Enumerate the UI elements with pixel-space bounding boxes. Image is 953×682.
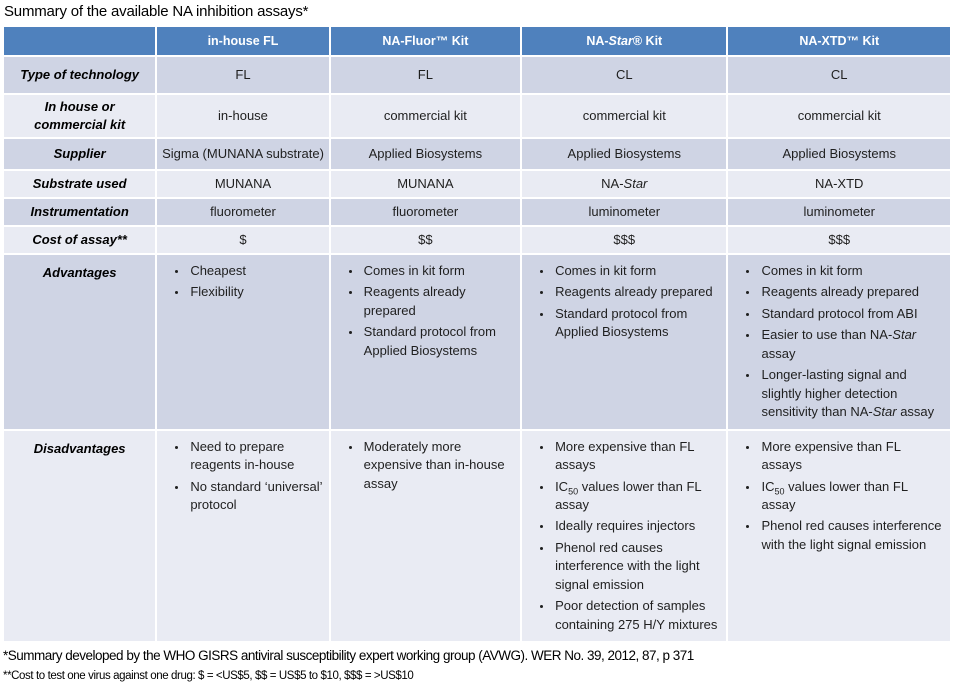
corner-header-cell — [4, 27, 155, 55]
cell-cost-inhouse: $ — [157, 227, 328, 253]
cell-cost-star: $$$ — [522, 227, 726, 253]
cell-substrate-star — [522, 171, 726, 197]
list-item: • Comes in kit form — [362, 262, 514, 280]
list-item: • Ideally requires injectors — [553, 517, 720, 535]
footnote-source: *Summary developed by the WHO GISRS antiviral susceptibility expert working group (AVWG). WER No. 39, 2012, 87, p 371 — [3, 648, 694, 664]
cell-technology-fluor: FL — [331, 57, 520, 93]
row-label-kit: In house or commercial kit — [4, 95, 155, 137]
list-item: • Reagents already prepared — [553, 283, 720, 301]
cell-advantages-inhouse — [157, 255, 328, 429]
cell-supplier-star: Applied Biosystems — [522, 139, 726, 169]
disadvantages-list-star — [530, 438, 720, 635]
advantages-list-inhouse — [165, 262, 322, 302]
table-row-cost — [4, 227, 950, 253]
cell-advantages-fluor — [331, 255, 520, 429]
row-label-instrumentation: Instrumentation — [4, 199, 155, 225]
column-header-na-xtd: NA-XTD™ Kit — [728, 27, 950, 55]
cell-instrumentation-star: luminometer — [522, 199, 726, 225]
cell-kit-xtd: commercial kit — [728, 95, 950, 137]
text-segment: NA- — [601, 176, 624, 192]
cell-substrate-inhouse: MUNANA — [157, 171, 328, 197]
list-item: • No standard ‘universal’ protocol — [188, 478, 322, 515]
text-segment: assay — [896, 404, 935, 420]
list-item: • Phenol red causes interference with the light signal emission — [553, 539, 720, 594]
cell-disadvantages-star — [522, 431, 726, 642]
list-item: • Standard protocol from Applied Biosystems — [553, 305, 720, 342]
advantages-list-star — [530, 262, 720, 342]
page — [0, 3, 953, 682]
row-label-supplier: Supplier — [4, 139, 155, 169]
text-segment: ® Kit — [632, 34, 663, 48]
cell-supplier-inhouse: Sigma (MUNANA substrate) — [157, 139, 328, 169]
list-item: • Standard protocol from Applied Biosystems — [362, 323, 514, 360]
cell-kit-star: commercial kit — [522, 95, 726, 137]
cell-kit-fluor: commercial kit — [331, 95, 520, 137]
text-segment: IC — [761, 478, 775, 494]
text-segment-italic: Star — [892, 327, 917, 343]
list-item: • Comes in kit form — [759, 262, 944, 280]
list-item: • Flexibility — [188, 283, 322, 301]
text-segment: values lower than FL assay — [761, 478, 908, 512]
list-item: • Standard protocol from ABI — [759, 305, 944, 323]
list-item: • More expensive than FL assays — [759, 438, 944, 475]
cell-disadvantages-xtd — [728, 431, 950, 642]
table-row-advantages — [4, 255, 950, 429]
text-segment: Easier to use than NA- — [761, 327, 893, 343]
list-item — [759, 478, 944, 515]
list-item: • Need to prepare reagents in-house — [188, 438, 322, 475]
table-row-disadvantages — [4, 431, 950, 642]
row-label-cost: Cost of assay** — [4, 227, 155, 253]
row-label-disadvantages: Disadvantages — [4, 431, 155, 642]
header-row — [4, 27, 950, 55]
cell-disadvantages-inhouse — [157, 431, 328, 642]
cell-cost-xtd: $$$ — [728, 227, 950, 253]
cell-substrate-xtd: NA-XTD — [728, 171, 950, 197]
table-row-technology — [4, 57, 950, 93]
text-segment: IC — [555, 478, 569, 494]
row-label-technology: Type of technology — [4, 57, 155, 93]
text-segment-italic: Star — [872, 404, 897, 420]
list-item — [759, 366, 944, 421]
advantages-list-xtd — [736, 262, 944, 422]
cell-instrumentation-xtd: luminometer — [728, 199, 950, 225]
text-segment: values lower than FL assay — [555, 478, 702, 512]
row-label-substrate: Substrate used — [4, 171, 155, 197]
advantages-list-fluor — [339, 262, 514, 360]
table-row-instrumentation — [4, 199, 950, 225]
cell-kit-inhouse: in-house — [157, 95, 328, 137]
cell-technology-inhouse: FL — [157, 57, 328, 93]
list-item — [759, 326, 944, 363]
list-item — [553, 478, 720, 515]
cell-technology-star: CL — [522, 57, 726, 93]
list-item: • More expensive than FL assays — [553, 438, 720, 475]
table-row-supplier — [4, 139, 950, 169]
text-segment: assay — [761, 345, 796, 361]
list-item: • Poor detection of samples containing 275 H/Y mixtures — [553, 597, 720, 634]
cell-technology-xtd: CL — [728, 57, 950, 93]
text-segment-italic: Star — [623, 176, 648, 192]
disadvantages-list-inhouse — [165, 438, 322, 515]
cell-supplier-xtd: Applied Biosystems — [728, 139, 950, 169]
text-segment: Longer-lasting signal and slightly higher detection sensitivity than NA- — [761, 367, 907, 420]
column-header-na-star — [522, 27, 726, 55]
text-segment: NA- — [586, 34, 609, 48]
subscript-segment: 50 — [774, 486, 785, 497]
subscript-segment: 50 — [568, 486, 579, 497]
list-item: • Phenol red causes interference with the light signal emission — [759, 517, 944, 554]
disadvantages-list-fluor — [339, 438, 514, 493]
cell-instrumentation-fluor: fluorometer — [331, 199, 520, 225]
footnote-cost-key: **Cost to test one virus against one drug: $ = <US$5, $$ = US$5 to $10, $$$ = >US$10 — [3, 670, 414, 682]
cell-disadvantages-fluor — [331, 431, 520, 642]
row-label-advantages: Advantages — [4, 255, 155, 429]
list-item: • Reagents already prepared — [759, 283, 944, 301]
cell-advantages-xtd — [728, 255, 950, 429]
text-segment-italic: Star — [608, 34, 633, 48]
page-title: Summary of the available NA inhibition assays* — [4, 3, 309, 20]
cell-substrate-fluor: MUNANA — [331, 171, 520, 197]
cell-advantages-star — [522, 255, 726, 429]
column-header-inhouse-fl: in-house FL — [157, 27, 328, 55]
cell-cost-fluor: $$ — [331, 227, 520, 253]
disadvantages-list-xtd — [736, 438, 944, 555]
list-item: • Moderately more expensive than in-house assay — [362, 438, 514, 493]
table-row-substrate — [4, 171, 950, 197]
column-header-na-fluor: NA-Fluor™ Kit — [331, 27, 520, 55]
list-item: • Cheapest — [188, 262, 322, 280]
table-row-kit — [4, 95, 950, 137]
assay-table — [2, 25, 952, 643]
cell-supplier-fluor: Applied Biosystems — [331, 139, 520, 169]
list-item: • Reagents already prepared — [362, 283, 514, 320]
cell-instrumentation-inhouse: fluorometer — [157, 199, 328, 225]
list-item: • Comes in kit form — [553, 262, 720, 280]
